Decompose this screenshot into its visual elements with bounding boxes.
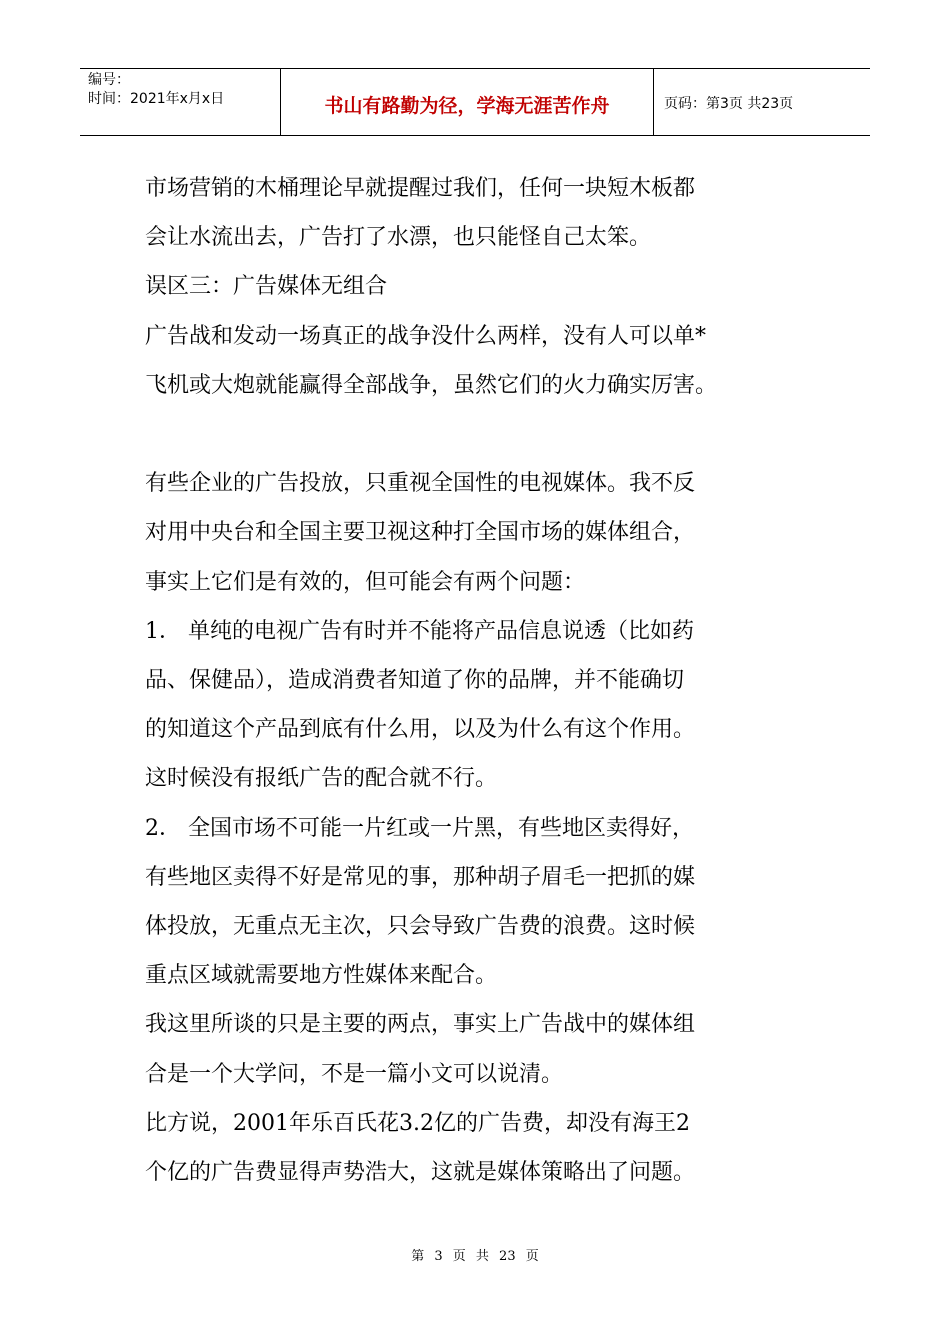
text-line: 有些地区卖得不好是常见的事，那种胡子眉毛一把抓的媒 (145, 864, 696, 890)
blank-line (145, 410, 805, 459)
text-line: 体投放，无重点无主次，只会导致广告费的浪费。这时候 (145, 914, 696, 940)
list-item-line: 2． 全国市场不可能一片红或一片黑，有些地区卖得好， (145, 815, 694, 841)
text-line: 比方说，2001年乐百氏花3.2亿的广告费，却没有海王2 (145, 1110, 690, 1136)
text-line: 合是一个大学问，不是一篇小文可以说清。 (145, 1061, 564, 1087)
page-header (80, 68, 870, 136)
header-motto: 书山有路勤为径，学海无涯苦作舟 (281, 69, 654, 135)
text-line: 重点区域就需要地方性媒体来配合。 (145, 963, 498, 989)
text-line: 个亿的广告费显得声势浩大，这就是媒体策略出了问题。 (145, 1160, 696, 1186)
text-line: 市场营销的木桶理论早就提醒过我们，任何一块短木板都 (145, 176, 696, 201)
text-line: 会让水流出去，广告打了水漂，也只能怪自己太笨。 (145, 225, 652, 251)
text-line: 飞机或大炮就能赢得全部战争，虽然它们的火力确实厉害。 (145, 372, 718, 398)
text-line: 事实上它们是有效的，但可能会有两个问题： (145, 569, 586, 595)
page-footer: 第 3 页 共 23 页 (411, 1249, 539, 1264)
text-line: 品、保健品），造成消费者知道了你的品牌，并不能确切 (145, 668, 685, 694)
list-item-line: 1． 单纯的电视广告有时并不能将产品信息说透（比如药 (145, 618, 694, 644)
number-label: 编号： (88, 72, 130, 88)
text-line: 这时候没有报纸广告的配合就不行。 (145, 766, 498, 792)
document-body (145, 164, 805, 1197)
text-line: 广告战和发动一场真正的战争没什么两样，没有人可以单* (145, 323, 707, 349)
text-line: 有些企业的广告投放，只重视全国性的电视媒体。我不反 (145, 471, 696, 497)
time-label: 时间：2021年x月x日 (88, 91, 225, 107)
text-line: 我这里所谈的只是主要的两点，事实上广告战中的媒体组 (145, 1012, 696, 1038)
text-line: 对用中央台和全国主要卫视这种打全国市场的媒体组合， (145, 520, 696, 546)
header-page-info: 页码：第3页 共23页 (664, 96, 794, 112)
text-line: 的知道这个产品到底有什么用，以及为什么有这个作用。 (145, 717, 696, 743)
section-heading: 误区三：广告媒体无组合 (145, 274, 388, 300)
header-meta (80, 69, 281, 135)
